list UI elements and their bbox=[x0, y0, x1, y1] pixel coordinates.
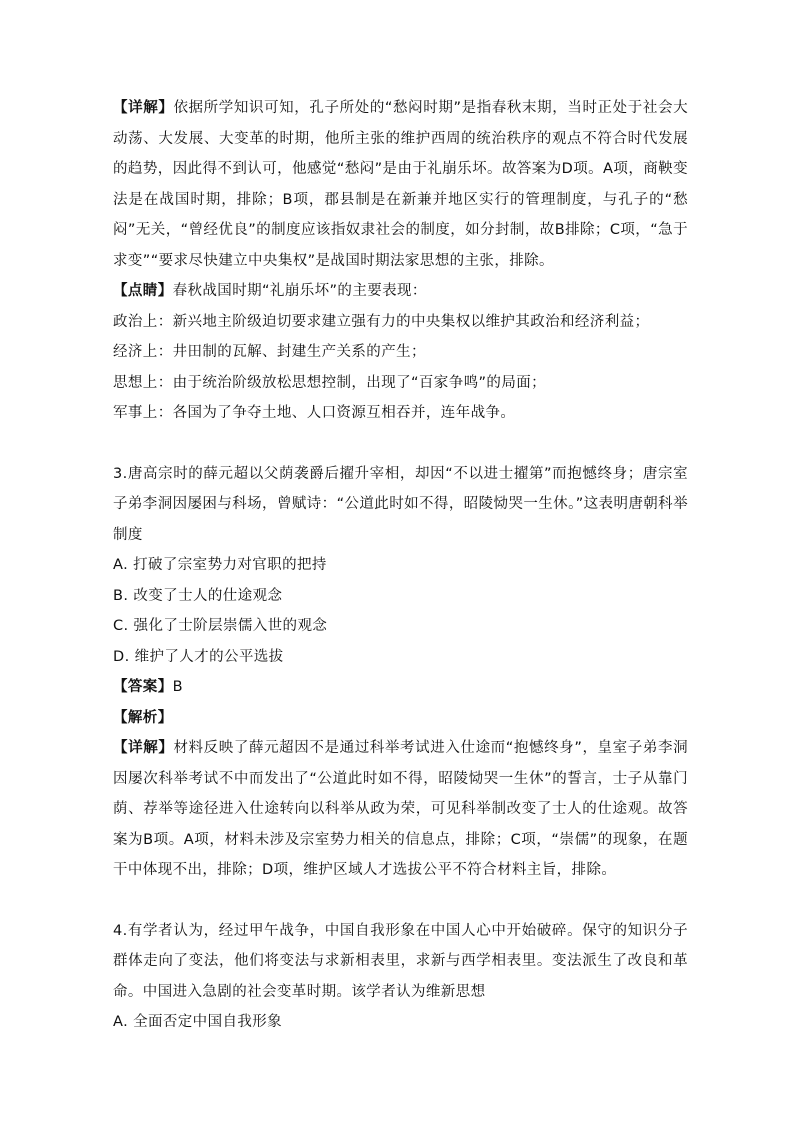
point-paragraph bbox=[113, 276, 688, 307]
detail-tag: 【详解】 bbox=[113, 740, 174, 756]
point-text: 春秋战国时期“礼崩乐坏”的主要表现： bbox=[172, 283, 427, 299]
detail-text: 材料反映了薛元超因不是通过科举考试进入仕途而“抱憾终身”，皇室子弟李洞因屡次科举考试不中而发出了“公道此时如不得，昭陵恸哭一生休”的誓言，士子从靠门荫、荐举等途径进入仕途转向以科举从政为荣，可见科举制改变了士人的仕途观。故答案为B项。A项，材料未涉及宗室势力相关的信息点，排除；C项，“崇儒”的现象，在题干中体现不出，排除；D项，维护区域人才选拔公平不符合材料主旨，排除。 bbox=[113, 740, 688, 878]
question-4-option-a: A. 全面否定中国自我形象 bbox=[113, 1014, 283, 1030]
detail-paragraph bbox=[113, 93, 688, 276]
question-3-option-d: D. 维护了人才的公平选拔 bbox=[113, 648, 284, 665]
question-3-option-c: C. 强化了士阶层崇儒入世的观念 bbox=[113, 618, 328, 634]
question-3-option-b: B. 改变了士人的仕途观念 bbox=[113, 587, 283, 604]
point-line-thought: 思想上：由于统治阶级放松思想控制，出现了“百家争鸣”的局面； bbox=[113, 374, 547, 391]
answer-tag: 【答案】 bbox=[113, 679, 173, 695]
detail-tag: 【详解】 bbox=[113, 100, 174, 116]
question-4-stem: 4.有学者认为，经过甲午战争，中国自我形象在中国人心中开始破碎。保守的知识分子群体走向了变法，他们将变法与求新相表里，求新与西学相表里。变法派生了改良和革命。中国进入急剧的社会变革时期。该学者认为维新思想 bbox=[113, 922, 688, 1000]
point-tag: 【点睛】 bbox=[113, 283, 173, 299]
point-line-military: 军事上：各国为了争夺土地、人口资源互相吞并，连年战争。 bbox=[113, 405, 516, 421]
point-line-economy: 经济上：井田制的瓦解、封建生产关系的产生； bbox=[113, 344, 426, 360]
document-page bbox=[113, 93, 688, 1038]
analysis-tag: 【解析】 bbox=[113, 709, 173, 726]
answer-value: B bbox=[172, 679, 183, 695]
question-3-answer bbox=[113, 672, 688, 703]
detail-text: 依据所学知识可知，孔子所处的“愁闷时期”是指春秋末期，当时正处于社会大动荡、大发展、大变革的时期，他所主张的维护西周的统治秩序的观点不符合时代发展的趋势，因此得不到认可，他感觉“愁闷”是由于礼崩乐坏。故答案为D项。A项，商鞅变法是在战国时期，排除；B项，郡县制是在新兼并地区实行的管理制度，与孔子的“愁闷”无关，“曾经优良”的制度应该指奴隶社会的制度，如分封制，故B排除；C项，“急于求变”“要求尽快建立中央集权”是战国时期法家思想的主张，排除。 bbox=[113, 100, 688, 269]
question-3-stem: 3.唐高宗时的薛元超以父荫袭爵后擢升宰相，却因“不以进士擢第”而抱憾终身；唐宗室子弟李洞因屡困与科场，曾赋诗：“公道此时如不得，昭陵恸哭一生休。”这表明唐朝科举制度 bbox=[113, 465, 688, 543]
question-3-detail bbox=[113, 733, 688, 886]
point-line-politics: 政治上：新兴地主阶级迫切要求建立强有力的中央集权以维护其政治和经济利益； bbox=[113, 313, 650, 330]
question-3-option-a: A. 打破了宗室势力对官职的把持 bbox=[113, 557, 327, 573]
question-3-analysis-heading bbox=[113, 703, 688, 734]
spacer bbox=[113, 886, 688, 916]
spacer bbox=[113, 429, 688, 459]
